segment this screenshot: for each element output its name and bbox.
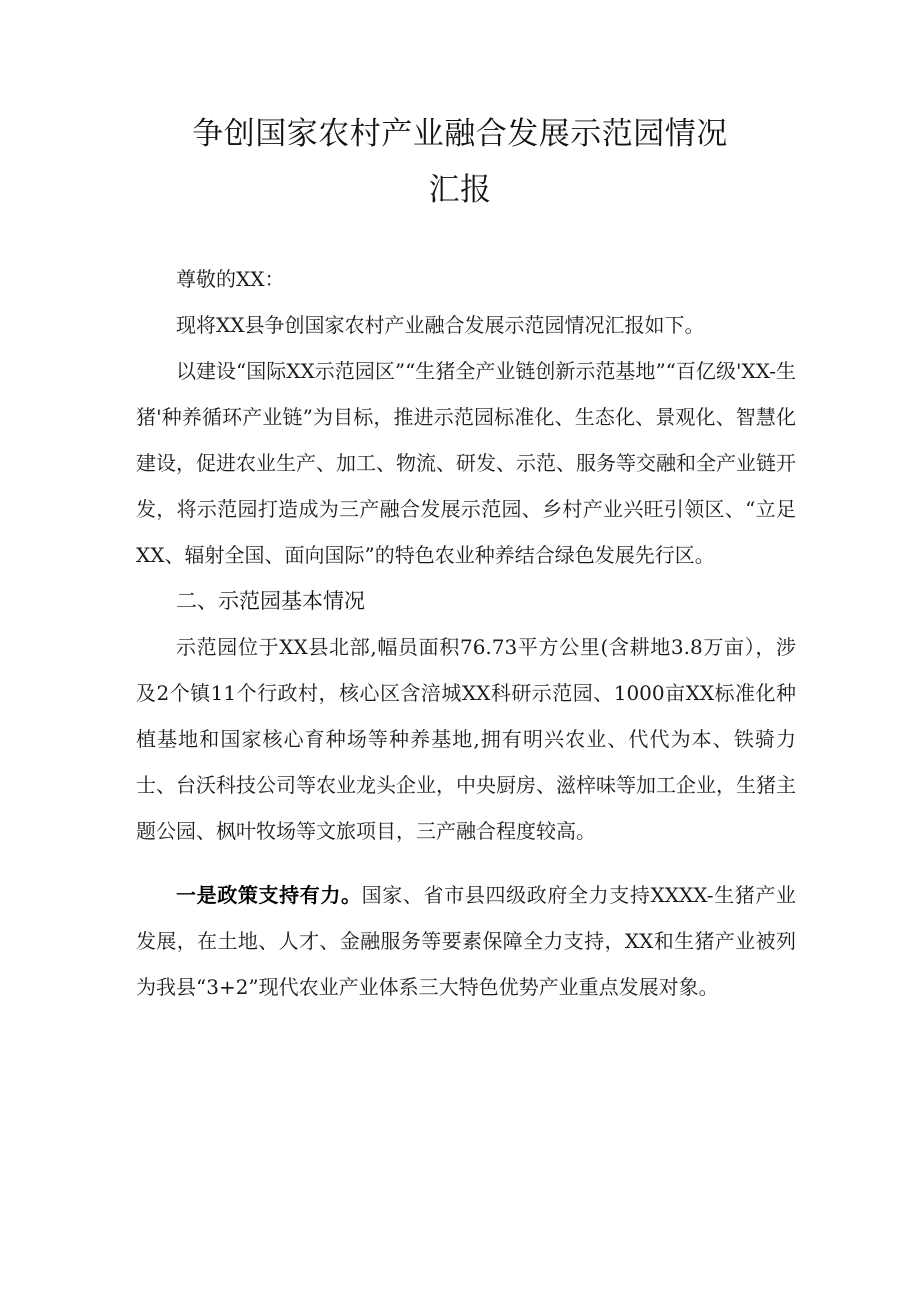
policy-paragraph <box>136 872 796 1010</box>
basic-info-paragraph: 示范园位于XX县北部,幅员面积76.73平方公里(含耕地3.8万亩），涉及2个镇11个行政村，核心区含涪城XX科研示范园、1000亩XX标准化种植基地和国家核心育种场等种养基地,拥有明兴农业、代代为本、铁骑力士、台沃科技公司等农业龙头企业，中央厨房、滋梓味等加工企业，生猪主题公园、枫叶牧场等文旅项目，三产融合程度较高。 <box>136 635 796 843</box>
paragraph-gap <box>136 854 796 872</box>
goal-paragraph: 以建设“国际XX示范园区”“生猪全产业链创新示范基地”“百亿级'XX-生猪'种养循环产业链”为目标，推进示范园标准化、生态化、景观化、智慧化建设，促进农业生产、加工、物流、研发、示范、服务等交融和全产业链开发，将示范园打造成为三产融合发展示范园、乡村产业兴旺引领区、“立足XX、辐射全国、面向国际”的特色农业种养结合绿色发展先行区。 <box>136 359 796 567</box>
salutation: 尊敬的XX： <box>176 267 285 291</box>
document-body <box>136 256 796 1010</box>
policy-text: 国家、省市县四级政府全力支持XXXX-生猪产业发展，在土地、人才、金融服务等要素保障全力支持，XX和生猪产业被列为我县“3+2”现代农业产业体系三大特色优势产业重点发展对象。 <box>136 883 797 999</box>
intro-paragraph: 现将XX县争创国家农村产业融合发展示范园情况汇报如下。 <box>176 313 705 337</box>
policy-lead: 一是政策支持有力。 <box>176 883 362 907</box>
section-heading: 二、示范园基本情况 <box>176 589 365 613</box>
document-title-line-1: 争创国家农村产业融合发展示范园情况 <box>192 116 728 152</box>
document-title-line-2: 汇报 <box>428 172 492 208</box>
